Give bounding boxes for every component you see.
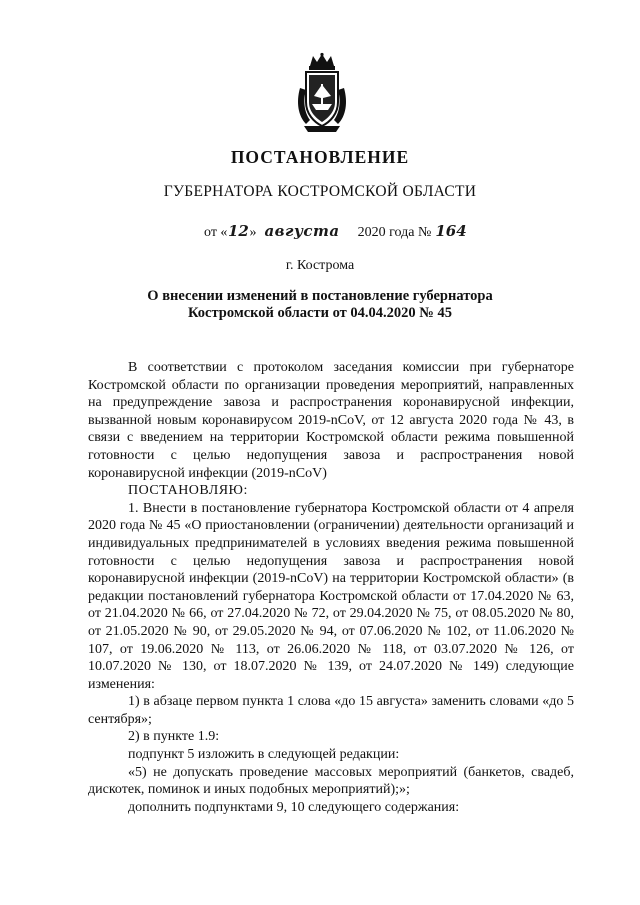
- document-body: [88, 359, 574, 816]
- handwritten-day: 12: [228, 222, 249, 240]
- subitem-2b-paragraph: «5) не допускать проведение массовых мероприятий (банкетов, свадеб, дискотек, поминок и иных подобных мероприятий);»;: [88, 764, 574, 798]
- date-prefix: от «: [204, 225, 228, 240]
- preamble-paragraph: В соответствии с протоколом заседания комиссии при губернаторе Костромской области по организации проведения мероприятий, направленных на предупреждение завоза и распространения коронавирусной инфекции, вызванной новым коронавирусом 2019-nCoV, от 12 августа 2020 года № 43, в связи с введением на территории Костромской области режима повышенной готовности с целью недопущения завоза и распространения новой коронавирусной инфекции (2019-nCoV): [88, 360, 574, 481]
- subitem-1-paragraph: 1) в абзаце первом пункта 1 слова «до 15 августа» заменить словами «до 5 сентября»;: [88, 694, 574, 727]
- handwritten-month: августа: [264, 222, 340, 240]
- subject-line-1: О внесении изменений в постановление губернатора: [147, 288, 493, 304]
- coat-of-arms-icon: [294, 52, 350, 134]
- subject-line-2: Костромской области от 04.04.2020 № 45: [188, 305, 452, 321]
- document-title: ПОСТАНОВЛЕНИЕ: [230, 147, 410, 167]
- date-mid: »: [249, 225, 257, 240]
- subitem-2a-paragraph: подпункт 5 изложить в следующей редакции:: [128, 747, 400, 763]
- handwritten-number: 164: [435, 222, 467, 240]
- date-line: [204, 222, 467, 241]
- subitem-2c-paragraph: дополнить подпунктами 9, 10 следующего содержания:: [128, 799, 460, 815]
- document-subject: [110, 288, 530, 322]
- item-1-paragraph: 1. Внести в постановление губернатора Костромской области от 4 апреля 2020 года № 45 «О приостановлении (ограничении) деятельности организаций и индивидуальных предпринимателей в условиях введения режима повышенной готовности с целью недопущения завоза и распространения новой коронавирусной инфекции (2019-nCoV) на территории Костромской области» (в редакции постановлений губернатора Костромской области от 17.04.2020 № 63, от 21.04.2020 № 66, от 27.04.2020 № 72, от 29.04.2020 № 75, от 08.05.2020 № 80, от 21.05.2020 № 90, от 29.05.2020 № 94, от 07.06.2020 № 102, от 11.06.2020 № 107, от 19.06.2020 № 113, от 26.06.2020 № 118, от 03.07.2020 № 126, от 10.07.2020 № 130, от 18.07.2020 № 139, от 24.07.2020 № 149) следующие изменения:: [88, 500, 574, 692]
- date-year-text: 2020 года №: [357, 225, 432, 240]
- issuer-line: ГУБЕРНАТОРА КОСТРОМСКОЙ ОБЛАСТИ: [163, 183, 477, 200]
- subitem-2-paragraph: 2) в пункте 1.9:: [128, 729, 220, 745]
- city-line: г. Кострома: [285, 258, 355, 273]
- resolve-heading: ПОСТАНОВЛЯЮ:: [128, 483, 248, 499]
